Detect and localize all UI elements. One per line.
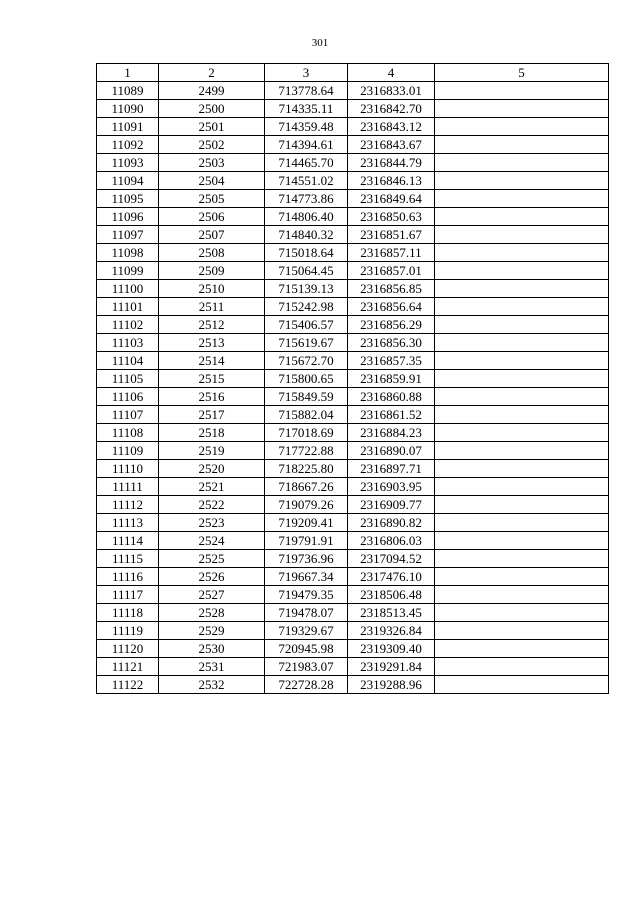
x-coordinate-cell: 719791.91 (265, 532, 348, 550)
note-cell (435, 622, 609, 640)
note-cell (435, 172, 609, 190)
y-coordinate-cell: 2316856.29 (348, 316, 435, 334)
x-coordinate-cell: 717722.88 (265, 442, 348, 460)
x-coordinate-cell: 715018.64 (265, 244, 348, 262)
x-coordinate-cell: 722728.28 (265, 676, 348, 694)
y-coordinate-cell: 2316846.13 (348, 172, 435, 190)
note-cell (435, 82, 609, 100)
point-number-cell: 2502 (159, 136, 265, 154)
row-number-cell: 11097 (97, 226, 159, 244)
table-row (97, 586, 609, 604)
x-coordinate-cell: 713778.64 (265, 82, 348, 100)
column-header: 4 (348, 64, 435, 82)
x-coordinate-cell: 718225.80 (265, 460, 348, 478)
page-number: 301 (311, 37, 329, 49)
point-number-cell: 2499 (159, 82, 265, 100)
y-coordinate-cell: 2319288.96 (348, 676, 435, 694)
point-number-cell: 2526 (159, 568, 265, 586)
y-coordinate-cell: 2316851.67 (348, 226, 435, 244)
y-coordinate-cell: 2317094.52 (348, 550, 435, 568)
column-header: 2 (159, 64, 265, 82)
point-number-cell: 2527 (159, 586, 265, 604)
table-row (97, 100, 609, 118)
row-number-cell: 11094 (97, 172, 159, 190)
note-cell (435, 280, 609, 298)
x-coordinate-cell: 719736.96 (265, 550, 348, 568)
x-coordinate-cell: 717018.69 (265, 424, 348, 442)
y-coordinate-cell: 2318513.45 (348, 604, 435, 622)
row-number-cell: 11106 (97, 388, 159, 406)
x-coordinate-cell: 719209.41 (265, 514, 348, 532)
note-cell (435, 352, 609, 370)
x-coordinate-cell: 715242.98 (265, 298, 348, 316)
y-coordinate-cell: 2316842.70 (348, 100, 435, 118)
note-cell (435, 604, 609, 622)
point-number-cell: 2515 (159, 370, 265, 388)
y-coordinate-cell: 2316833.01 (348, 82, 435, 100)
note-cell (435, 190, 609, 208)
table-row (97, 460, 609, 478)
row-number-cell: 11099 (97, 262, 159, 280)
column-header: 5 (435, 64, 609, 82)
table-row (97, 154, 609, 172)
x-coordinate-cell: 719478.07 (265, 604, 348, 622)
row-number-cell: 11111 (97, 478, 159, 496)
table-row (97, 388, 609, 406)
point-number-cell: 2529 (159, 622, 265, 640)
table-row (97, 478, 609, 496)
table-row (97, 622, 609, 640)
note-cell (435, 244, 609, 262)
x-coordinate-cell: 714773.86 (265, 190, 348, 208)
x-coordinate-cell: 714335.11 (265, 100, 348, 118)
table-row (97, 496, 609, 514)
x-coordinate-cell: 720945.98 (265, 640, 348, 658)
table-row (97, 118, 609, 136)
row-number-cell: 11098 (97, 244, 159, 262)
point-number-cell: 2503 (159, 154, 265, 172)
y-coordinate-cell: 2318506.48 (348, 586, 435, 604)
y-coordinate-cell: 2317476.10 (348, 568, 435, 586)
table-row (97, 262, 609, 280)
note-cell (435, 298, 609, 316)
table-row (97, 316, 609, 334)
note-cell (435, 514, 609, 532)
table-row (97, 244, 609, 262)
x-coordinate-cell: 719479.35 (265, 586, 348, 604)
row-number-cell: 11110 (97, 460, 159, 478)
y-coordinate-cell: 2319309.40 (348, 640, 435, 658)
row-number-cell: 11107 (97, 406, 159, 424)
note-cell (435, 100, 609, 118)
row-number-cell: 11091 (97, 118, 159, 136)
note-cell (435, 460, 609, 478)
y-coordinate-cell: 2319326.84 (348, 622, 435, 640)
table-row (97, 334, 609, 352)
row-number-cell: 11122 (97, 676, 159, 694)
note-cell (435, 568, 609, 586)
point-number-cell: 2506 (159, 208, 265, 226)
point-number-cell: 2513 (159, 334, 265, 352)
row-number-cell: 11102 (97, 316, 159, 334)
table-row (97, 676, 609, 694)
point-number-cell: 2520 (159, 460, 265, 478)
x-coordinate-cell: 714551.02 (265, 172, 348, 190)
point-number-cell: 2531 (159, 658, 265, 676)
note-cell (435, 532, 609, 550)
note-cell (435, 208, 609, 226)
x-coordinate-cell: 719079.26 (265, 496, 348, 514)
y-coordinate-cell: 2316861.52 (348, 406, 435, 424)
note-cell (435, 226, 609, 244)
table-row (97, 136, 609, 154)
note-cell (435, 370, 609, 388)
table-row (97, 424, 609, 442)
table-row (97, 298, 609, 316)
point-number-cell: 2514 (159, 352, 265, 370)
note-cell (435, 136, 609, 154)
y-coordinate-cell: 2316903.95 (348, 478, 435, 496)
row-number-cell: 11109 (97, 442, 159, 460)
table-row (97, 532, 609, 550)
x-coordinate-cell: 715406.57 (265, 316, 348, 334)
table-row (97, 658, 609, 676)
table-body (97, 82, 609, 694)
y-coordinate-cell: 2316909.77 (348, 496, 435, 514)
table-row (97, 640, 609, 658)
table-row (97, 172, 609, 190)
point-number-cell: 2510 (159, 280, 265, 298)
note-cell (435, 586, 609, 604)
note-cell (435, 154, 609, 172)
table-row (97, 568, 609, 586)
row-number-cell: 11101 (97, 298, 159, 316)
row-number-cell: 11108 (97, 424, 159, 442)
note-cell (435, 496, 609, 514)
y-coordinate-cell: 2319291.84 (348, 658, 435, 676)
y-coordinate-cell: 2316856.30 (348, 334, 435, 352)
table-row (97, 190, 609, 208)
row-number-cell: 11089 (97, 82, 159, 100)
point-number-cell: 2530 (159, 640, 265, 658)
table-row (97, 550, 609, 568)
table-row (97, 82, 609, 100)
row-number-cell: 11117 (97, 586, 159, 604)
x-coordinate-cell: 721983.07 (265, 658, 348, 676)
note-cell (435, 550, 609, 568)
x-coordinate-cell: 715064.45 (265, 262, 348, 280)
y-coordinate-cell: 2316890.07 (348, 442, 435, 460)
note-cell (435, 118, 609, 136)
table-row (97, 442, 609, 460)
row-number-cell: 11120 (97, 640, 159, 658)
row-number-cell: 11095 (97, 190, 159, 208)
y-coordinate-cell: 2316859.91 (348, 370, 435, 388)
x-coordinate-cell: 714359.48 (265, 118, 348, 136)
row-number-cell: 11105 (97, 370, 159, 388)
row-number-cell: 11090 (97, 100, 159, 118)
row-number-cell: 11092 (97, 136, 159, 154)
table-row (97, 370, 609, 388)
row-number-cell: 11100 (97, 280, 159, 298)
point-number-cell: 2519 (159, 442, 265, 460)
table-row (97, 226, 609, 244)
point-number-cell: 2524 (159, 532, 265, 550)
table-row (97, 514, 609, 532)
column-header: 1 (97, 64, 159, 82)
row-number-cell: 11121 (97, 658, 159, 676)
point-number-cell: 2508 (159, 244, 265, 262)
x-coordinate-cell: 714394.61 (265, 136, 348, 154)
y-coordinate-cell: 2316857.01 (348, 262, 435, 280)
x-coordinate-cell: 714806.40 (265, 208, 348, 226)
row-number-cell: 11113 (97, 514, 159, 532)
note-cell (435, 676, 609, 694)
y-coordinate-cell: 2316843.12 (348, 118, 435, 136)
row-number-cell: 11103 (97, 334, 159, 352)
row-number-cell: 11118 (97, 604, 159, 622)
row-number-cell: 11093 (97, 154, 159, 172)
note-cell (435, 316, 609, 334)
row-number-cell: 11115 (97, 550, 159, 568)
point-number-cell: 2501 (159, 118, 265, 136)
row-number-cell: 11096 (97, 208, 159, 226)
y-coordinate-cell: 2316884.23 (348, 424, 435, 442)
x-coordinate-cell: 715800.65 (265, 370, 348, 388)
header-row (97, 64, 609, 82)
y-coordinate-cell: 2316806.03 (348, 532, 435, 550)
point-number-cell: 2532 (159, 676, 265, 694)
y-coordinate-cell: 2316850.63 (348, 208, 435, 226)
x-coordinate-cell: 714840.32 (265, 226, 348, 244)
y-coordinate-cell: 2316856.85 (348, 280, 435, 298)
point-number-cell: 2512 (159, 316, 265, 334)
x-coordinate-cell: 714465.70 (265, 154, 348, 172)
point-number-cell: 2521 (159, 478, 265, 496)
note-cell (435, 478, 609, 496)
note-cell (435, 658, 609, 676)
point-number-cell: 2507 (159, 226, 265, 244)
point-number-cell: 2504 (159, 172, 265, 190)
x-coordinate-cell: 715619.67 (265, 334, 348, 352)
y-coordinate-cell: 2316857.35 (348, 352, 435, 370)
table-row (97, 406, 609, 424)
point-number-cell: 2523 (159, 514, 265, 532)
note-cell (435, 334, 609, 352)
point-number-cell: 2528 (159, 604, 265, 622)
table-row (97, 604, 609, 622)
y-coordinate-cell: 2316890.82 (348, 514, 435, 532)
row-number-cell: 11112 (97, 496, 159, 514)
coordinates-table (96, 63, 609, 694)
x-coordinate-cell: 719667.34 (265, 568, 348, 586)
row-number-cell: 11116 (97, 568, 159, 586)
point-number-cell: 2511 (159, 298, 265, 316)
note-cell (435, 442, 609, 460)
y-coordinate-cell: 2316897.71 (348, 460, 435, 478)
y-coordinate-cell: 2316857.11 (348, 244, 435, 262)
note-cell (435, 262, 609, 280)
point-number-cell: 2518 (159, 424, 265, 442)
point-number-cell: 2522 (159, 496, 265, 514)
table-row (97, 208, 609, 226)
x-coordinate-cell: 715672.70 (265, 352, 348, 370)
note-cell (435, 424, 609, 442)
table-row (97, 352, 609, 370)
y-coordinate-cell: 2316860.88 (348, 388, 435, 406)
note-cell (435, 640, 609, 658)
table-row (97, 280, 609, 298)
row-number-cell: 11114 (97, 532, 159, 550)
point-number-cell: 2517 (159, 406, 265, 424)
y-coordinate-cell: 2316844.79 (348, 154, 435, 172)
point-number-cell: 2500 (159, 100, 265, 118)
x-coordinate-cell: 719329.67 (265, 622, 348, 640)
point-number-cell: 2516 (159, 388, 265, 406)
point-number-cell: 2509 (159, 262, 265, 280)
point-number-cell: 2525 (159, 550, 265, 568)
note-cell (435, 406, 609, 424)
y-coordinate-cell: 2316856.64 (348, 298, 435, 316)
x-coordinate-cell: 715849.59 (265, 388, 348, 406)
point-number-cell: 2505 (159, 190, 265, 208)
column-header: 3 (265, 64, 348, 82)
row-number-cell: 11104 (97, 352, 159, 370)
x-coordinate-cell: 715882.04 (265, 406, 348, 424)
y-coordinate-cell: 2316849.64 (348, 190, 435, 208)
y-coordinate-cell: 2316843.67 (348, 136, 435, 154)
x-coordinate-cell: 715139.13 (265, 280, 348, 298)
row-number-cell: 11119 (97, 622, 159, 640)
note-cell (435, 388, 609, 406)
x-coordinate-cell: 718667.26 (265, 478, 348, 496)
